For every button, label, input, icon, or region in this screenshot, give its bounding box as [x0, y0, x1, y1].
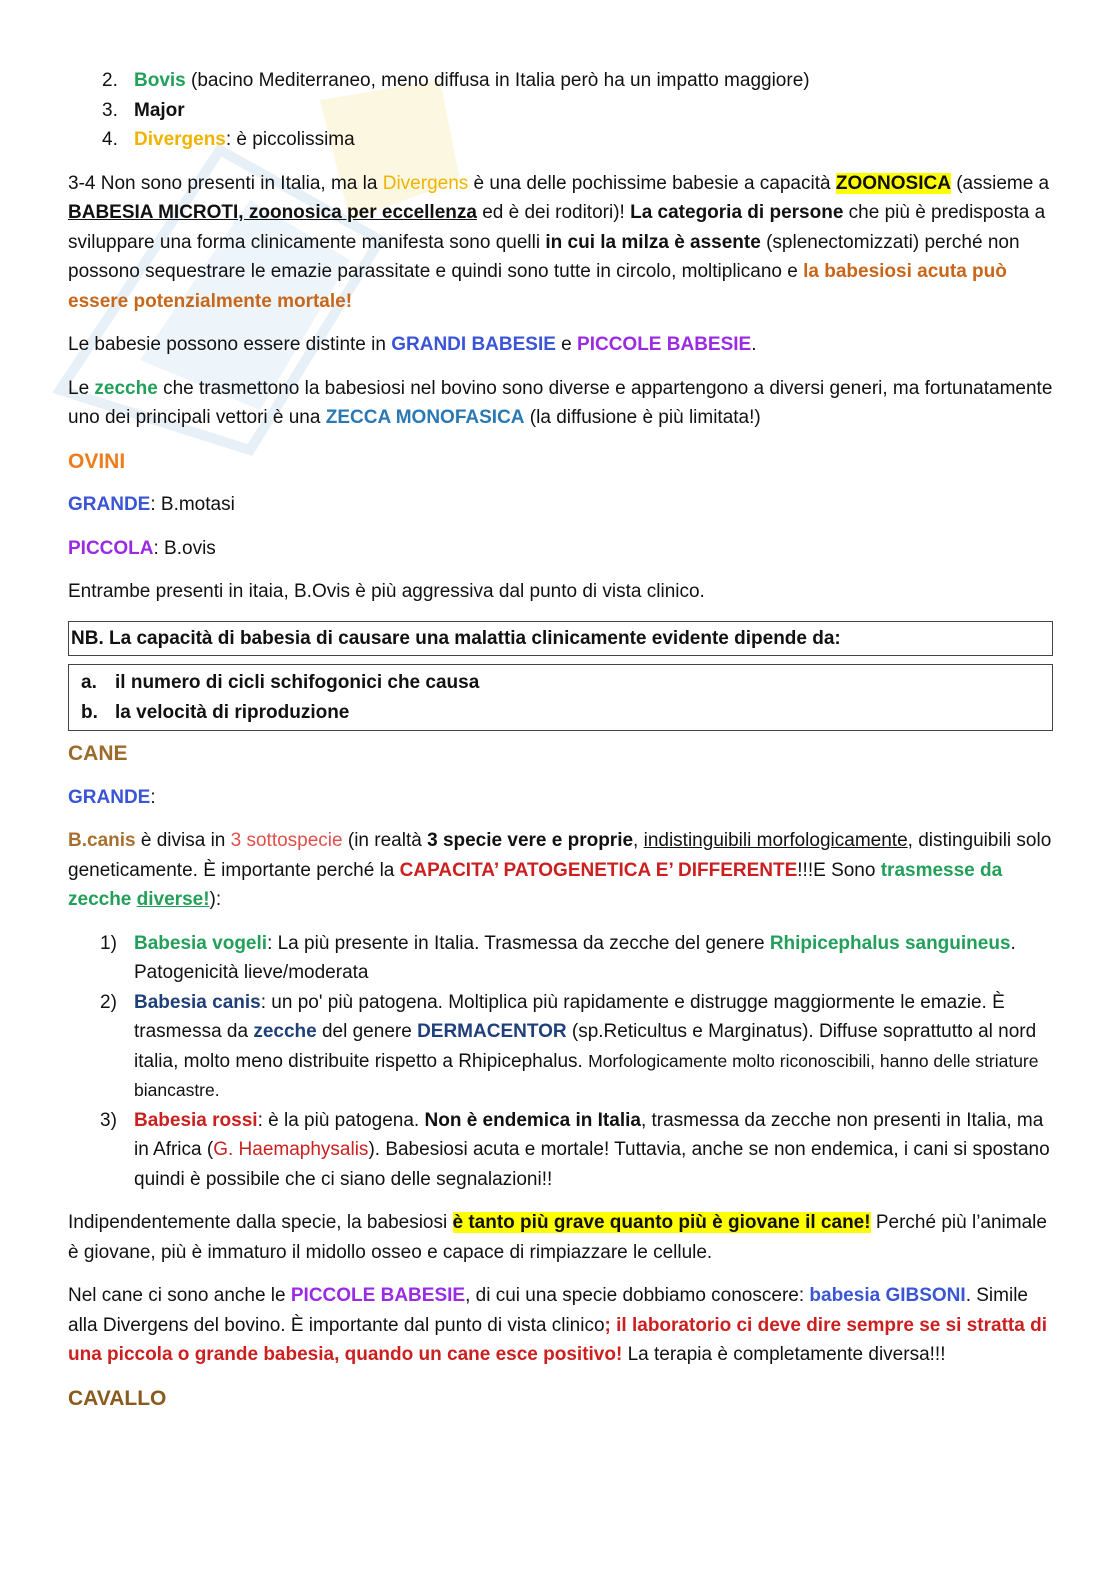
- ovini-piccola: PICCOLA: B.ovis: [68, 537, 216, 559]
- ovini-note: Entrambe presenti in itaia, B.Ovis è più aggressiva dal punto di vista clinico.: [68, 581, 705, 602]
- paragraph-piccole-babesie: Nel cane ci sono anche le PICCOLE BABESIE, di cui una specie dobbiamo conoscere: babesia GIBSONI. Simile alla Divergens del bovino. È importante dal punto di vista clinico; il laboratorio ci deve dire sempre se si stratta di una piccola o grande babesia, quando un cane esce positivo! La terapia è completamente diversa!!!: [68, 1285, 1047, 1365]
- document-content: [68, 66, 1053, 1413]
- nb-title: NB. La capacità di babesia di causare una malattia clinicamente evidente dipende da:: [71, 627, 841, 649]
- ovini-grande: GRANDE: B.motasi: [68, 494, 235, 515]
- heading-ovini: OVINI: [68, 449, 126, 473]
- list-item: a. il numero di cicli schifogonici che causa: [81, 672, 480, 693]
- cane-species-list: [68, 929, 1053, 1195]
- species-name: Divergens: [134, 129, 226, 150]
- heading-cavallo: CAVALLO: [68, 1386, 167, 1410]
- list-item: [68, 125, 1053, 155]
- paragraph-zecche: Le zecche che trasmettono la babesiosi nel bovino sono diverse e appartengono a diversi generi, ma fortunatamente uno dei principali vettori è una ZECCA MONOFASICA (la diffusione è più limitata!): [68, 377, 1053, 428]
- list-number: 3.: [102, 99, 118, 121]
- paragraph-zoonosica: 3-4 Non sono presenti in Italia, ma la Divergens è una delle pochissime babesie a capacità ZOONOSICA (assieme a BABESIA MICROTI, zoonosica per eccellenza ed è dei roditori)! La categoria di persone che più è predisposta a sviluppare una forma clinicamente manifesta sono quelli in cui la milza è assente (splenectomizzati) perché non possono sequestrare le emazie parassitate e quindi sono tutte in circolo, moltiplicano e la babesiosi acuta può essere potenzialmente mortale!: [68, 172, 1050, 312]
- paragraph-bcanis: B.canis è divisa in 3 sottospecie (in realtà 3 specie vere e proprie, indistinguibili morfologicamente, distinguibili solo geneticamente. È importante perché la CAPACITA’ PATOGENETICA E’ DIFFERENTE!!!E Sono trasmesse da zecche diverse!):: [68, 830, 1052, 910]
- paragraph-babesie: Le babesie possono essere distinte in GRANDI BABESIE e PICCOLE BABESIE.: [68, 334, 757, 355]
- species-name: Major: [134, 99, 185, 121]
- paragraph-gravita: Indipendentemente dalla specie, la babesiosi è tanto più grave quanto più è giovane il cane! Perché più l’animale è giovane, più è immaturo il midollo osseo e capace di rimpiazzare le cellule.: [68, 1212, 1047, 1263]
- list-text: (bacino Mediterraneo, meno diffusa in Italia però ha un impatto maggiore): [185, 70, 810, 91]
- list-item: 3) Babesia rossi: è la più patogena. Non è endemica in Italia, trasmessa da zecche non presenti in Italia, ma in Africa (G. Haemaphysalis). Babesiosi acuta e mortale! Tuttavia, anche se non endemica, i cani si spostano quindi è possibile che ci siano delle segnalazioni!!: [100, 1109, 1050, 1190]
- list-item: 2) Babesia canis: un po' più patogena. Moltiplica più rapidamente e distrugge maggiormente le emazie. È trasmessa da zecche del genere DERMACENTOR (sp.Reticultus e Marginatus). Diffuse soprattutto al nord italia, molto meno distribuite rispetto a Rhipicephalus. Morfologicamente molto riconoscibili, hanno delle striature biancastre.: [100, 991, 1039, 1100]
- top-list: [68, 66, 1053, 155]
- list-number: 2.: [102, 70, 118, 91]
- nb-box-list: [68, 664, 1053, 731]
- list-text: : è piccolissima: [225, 129, 355, 150]
- cane-grande: GRANDE:: [68, 786, 156, 808]
- list-number: 4.: [102, 129, 118, 150]
- heading-cane: CANE: [68, 742, 128, 765]
- nb-box-title: [68, 621, 1053, 657]
- list-item: [68, 66, 1053, 96]
- list-item: 1) Babesia vogeli: La più presente in Italia. Trasmessa da zecche del genere Rhipicephalus sanguineus. Patogenicità lieve/moderata: [100, 932, 1016, 983]
- list-item: b. la velocità di riproduzione: [81, 701, 350, 723]
- species-name: Bovis: [134, 70, 186, 91]
- list-item: [68, 96, 1053, 126]
